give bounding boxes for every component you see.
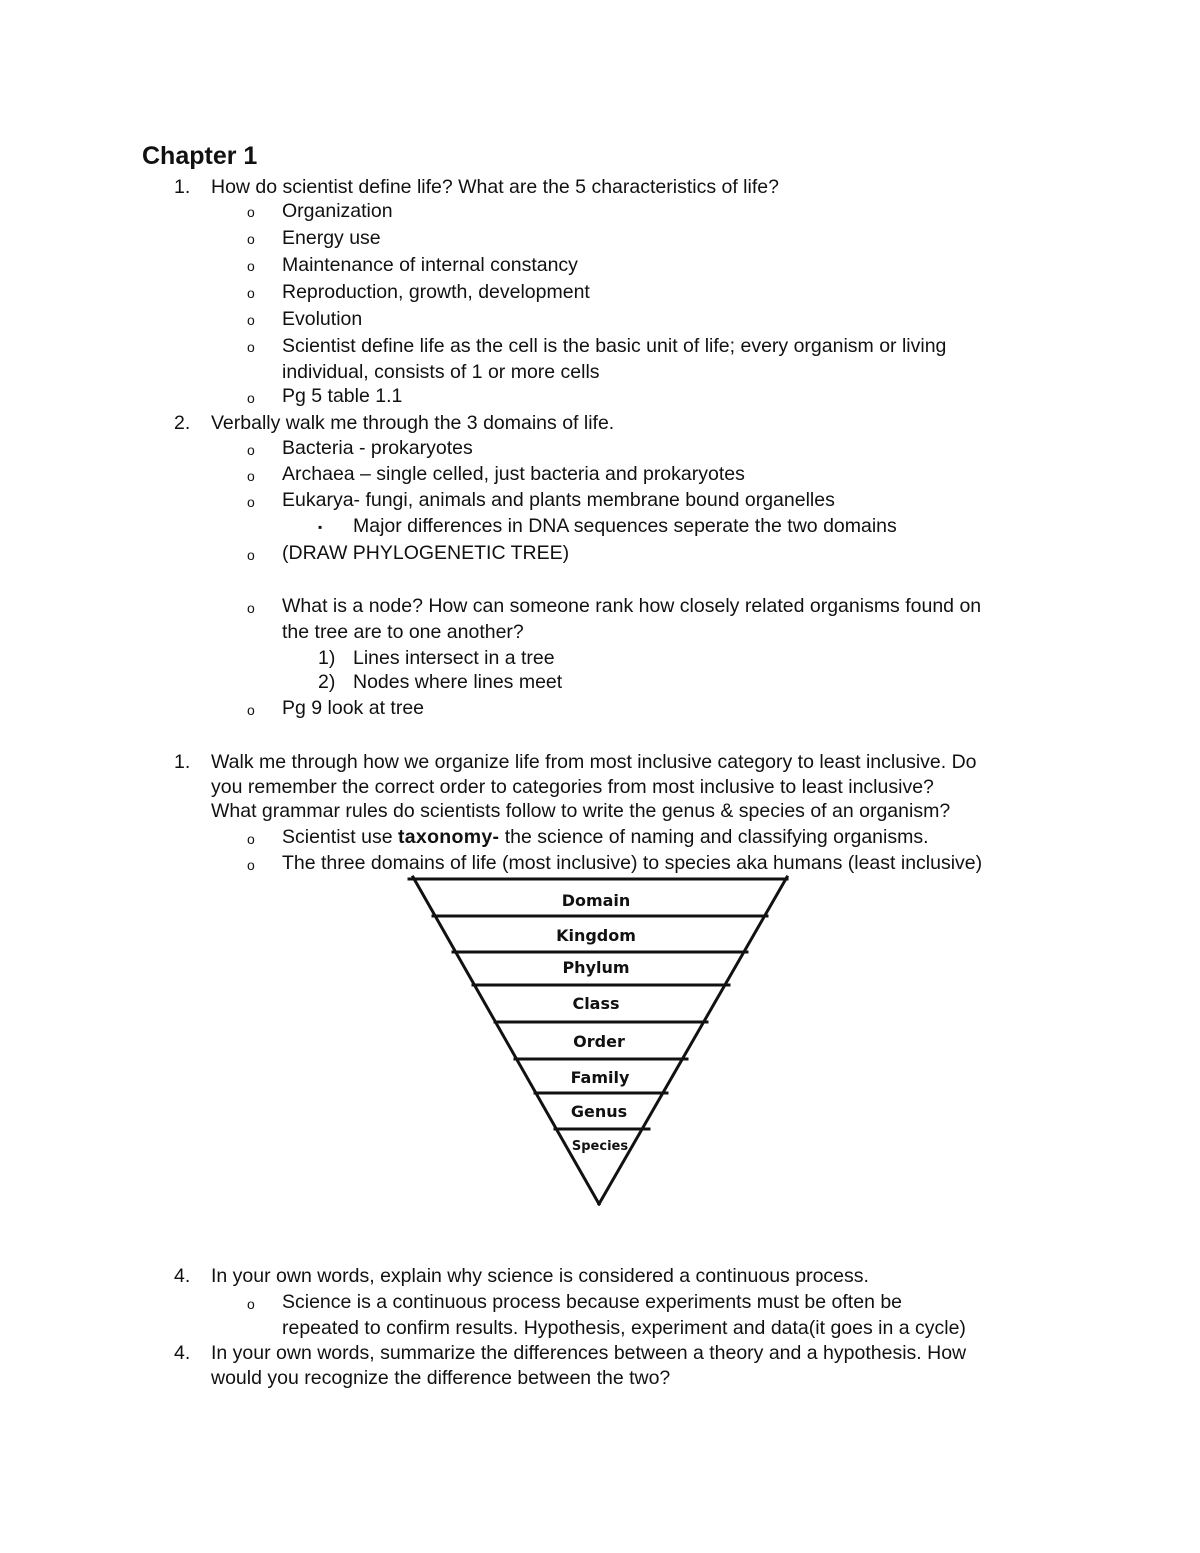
bullet-marker: o [247, 494, 255, 510]
tier-class: Class [572, 994, 620, 1013]
bullet-marker: o [247, 1296, 255, 1312]
chapter-title: Chapter 1 [142, 142, 258, 170]
question-number: 1. [174, 176, 191, 198]
bullet-marker: o [247, 258, 255, 274]
tier-species: Species [571, 1139, 629, 1154]
list-item: Pg 5 table 1.1 [282, 385, 403, 407]
list-item: Energy use [282, 227, 381, 249]
text-run: Scientist use [282, 826, 398, 848]
list-item: Scientist define life as the cell is the basic unit of life; every organism or living [282, 335, 947, 357]
list-item: What is a node? How can someone rank how closely related organisms found on [282, 595, 982, 617]
question-text: How do scientist define life? What are the 5 characteristics of life? [211, 176, 779, 198]
list-item [282, 824, 929, 850]
bullet-marker: o [247, 547, 255, 563]
list-item: Evolution [282, 308, 363, 330]
bullet-marker: o [247, 857, 255, 873]
question-number: 4. [174, 1342, 191, 1364]
tier-genus: Genus [570, 1102, 628, 1121]
sub-bullet-marker: ▪ [318, 520, 323, 534]
list-item-continuation: the tree are to one another? [282, 621, 524, 643]
numbered-marker: 2) [318, 671, 336, 693]
question-text: In your own words, summarize the differences between a theory and a hypothesis. How [211, 1342, 967, 1364]
list-item: Organization [282, 200, 393, 222]
tier-phylum: Phylum [562, 958, 630, 977]
numbered-item: Nodes where lines meet [353, 671, 563, 693]
list-item: Science is a continuous process because experiments must be often be [282, 1291, 903, 1313]
list-item: The three domains of life (most inclusive) to species aka humans (least inclusive) [282, 852, 983, 874]
list-item: Bacteria - prokaryotes [282, 437, 473, 459]
text-run: the science of naming and classifying organisms. [499, 826, 929, 848]
numbered-item: Lines intersect in a tree [353, 647, 555, 669]
tier-domain: Domain [561, 891, 631, 910]
tier-order: Order [573, 1032, 625, 1051]
bullet-marker: o [247, 390, 255, 406]
list-item: Reproduction, growth, development [282, 281, 590, 303]
tier-kingdom: Kingdom [556, 926, 636, 945]
bullet-marker: o [247, 702, 255, 718]
question-text: In your own words, explain why science is considered a continuous process. [211, 1265, 869, 1287]
bullet-marker: o [247, 339, 255, 355]
list-item: Pg 9 look at tree [282, 697, 425, 719]
sub-list-item: Major differences in DNA sequences seperate the two domains [353, 515, 897, 537]
question-text: Verbally walk me through the 3 domains of life. [211, 412, 615, 434]
question-text: Walk me through how we organize life from most inclusive category to least inclusive. Do [211, 751, 977, 773]
question-number: 1. [174, 751, 191, 773]
bullet-marker: o [247, 600, 255, 616]
list-item-continuation: repeated to confirm results. Hypothesis, experiment and data(it goes in a cycle) [282, 1317, 966, 1339]
bullet-marker: o [247, 285, 255, 301]
question-text: you remember the correct order to categories from most inclusive to least inclusive? [211, 776, 934, 798]
question-number: 2. [174, 412, 191, 434]
list-item-continuation: individual, consists of 1 or more cells [282, 361, 600, 383]
keyword-taxonomy: taxonomy- [397, 826, 500, 848]
list-item: Archaea – single celled, just bacteria and prokaryotes [282, 463, 745, 485]
tier-family: Family [570, 1068, 630, 1087]
bullet-marker: o [247, 442, 255, 458]
question-text: What grammar rules do scientists follow to write the genus & species of an organism? [211, 800, 951, 822]
bullet-marker: o [247, 312, 255, 328]
bullet-marker: o [247, 831, 255, 847]
list-item: Eukarya- fungi, animals and plants membrane bound organelles [282, 489, 835, 511]
bullet-marker: o [247, 231, 255, 247]
bullet-marker: o [247, 468, 255, 484]
list-item: Maintenance of internal constancy [282, 254, 578, 276]
question-text: would you recognize the difference between the two? [211, 1367, 671, 1389]
numbered-marker: 1) [318, 647, 336, 669]
question-number: 4. [174, 1265, 191, 1287]
taxonomy-pyramid [405, 874, 795, 1214]
list-item: (DRAW PHYLOGENETIC TREE) [282, 542, 570, 564]
bullet-marker: o [247, 204, 255, 220]
